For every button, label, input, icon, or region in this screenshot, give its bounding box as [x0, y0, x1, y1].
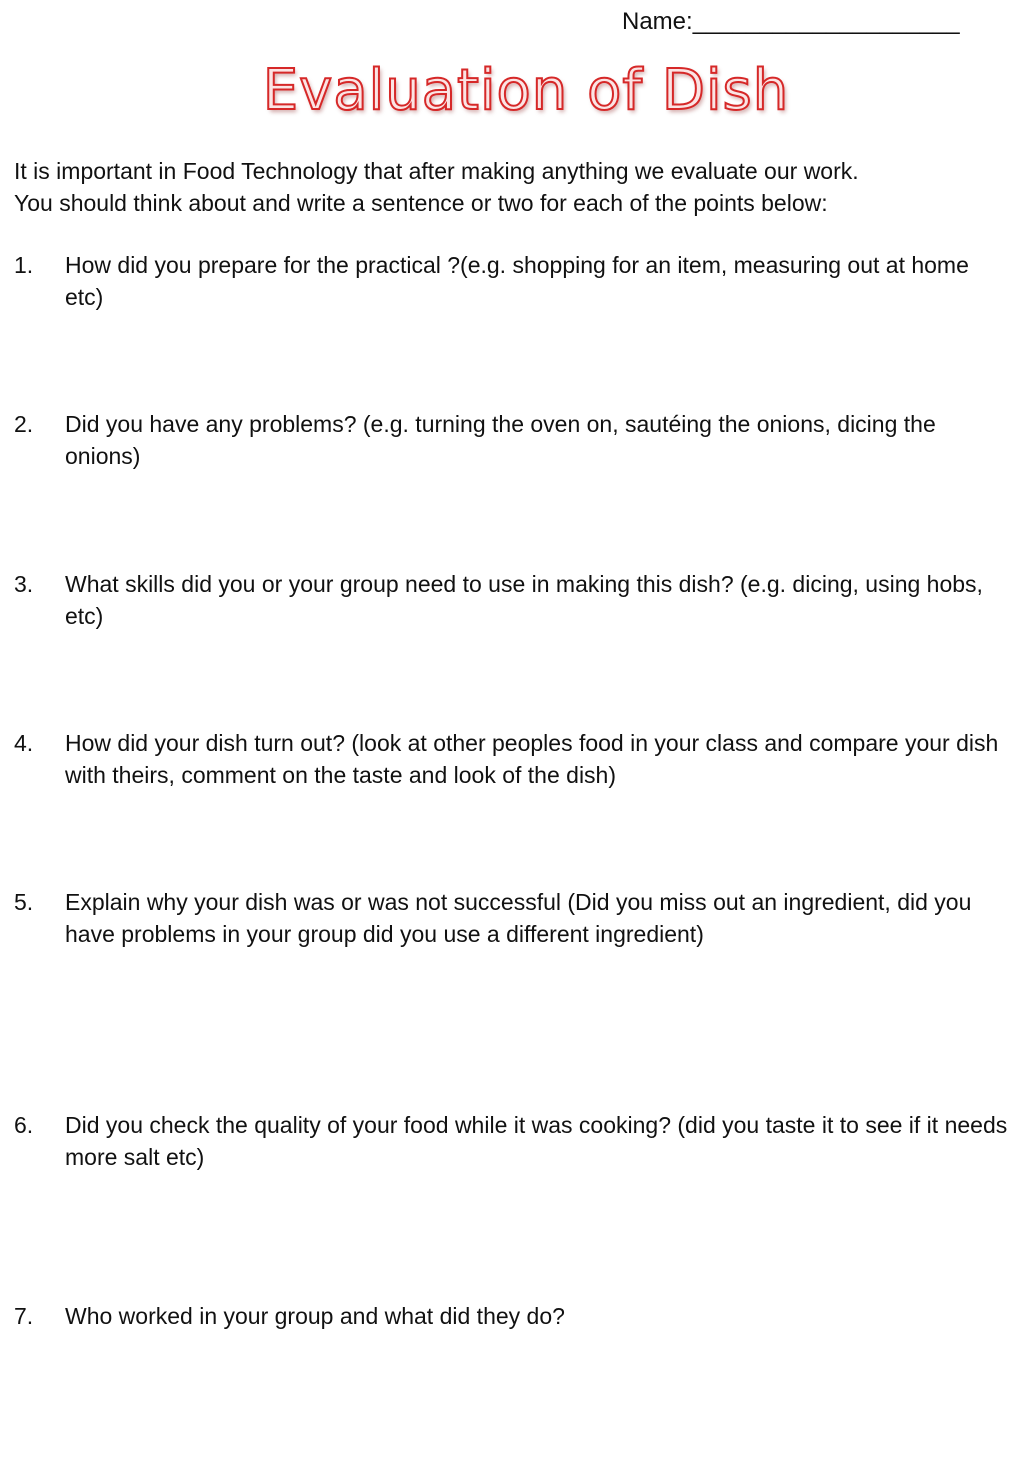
question-number: 2. — [14, 411, 34, 437]
question-text: Who worked in your group and what did they do? — [65, 1303, 565, 1329]
name-field-label: Name:____________________ — [622, 8, 960, 35]
question-1 — [14, 249, 1014, 313]
page-title: Evaluation of Dish — [262, 58, 790, 123]
question-5 — [14, 886, 1014, 950]
question-number: 4. — [14, 730, 34, 756]
intro-line-2: You should think about and write a sentence or two for each of the points below: — [14, 190, 828, 216]
question-text: Did you have any problems? (e.g. turning the oven on, sautéing the onions, dicing the onions) — [65, 411, 936, 469]
question-text: How did your dish turn out? (look at other peoples food in your class and compare your dish with theirs, comment on the taste and look of the dish) — [65, 730, 999, 788]
question-number: 1. — [14, 252, 34, 278]
question-number: 3. — [14, 571, 34, 597]
question-3 — [14, 568, 1014, 632]
question-7 — [14, 1300, 1014, 1332]
question-text: What skills did you or your group need to use in making this dish? (e.g. dicing, using hobs, etc) — [65, 571, 983, 629]
question-number: 5. — [14, 889, 34, 915]
intro-line-1: It is important in Food Technology that after making anything we evaluate our work. — [14, 158, 859, 184]
question-2 — [14, 408, 1014, 472]
question-number: 6. — [14, 1112, 34, 1138]
intro-paragraph — [14, 155, 1014, 219]
question-text: Explain why your dish was or was not successful (Did you miss out an ingredient, did you have problems in your group did you use a different ingredient) — [65, 889, 972, 947]
question-text: How did you prepare for the practical ?(e.g. shopping for an item, measuring out at home etc) — [65, 252, 969, 310]
question-6 — [14, 1109, 1014, 1173]
question-text: Did you check the quality of your food while it was cooking? (did you taste it to see if it needs more salt etc) — [65, 1112, 1008, 1170]
question-4 — [14, 727, 1014, 791]
question-number: 7. — [14, 1303, 34, 1329]
